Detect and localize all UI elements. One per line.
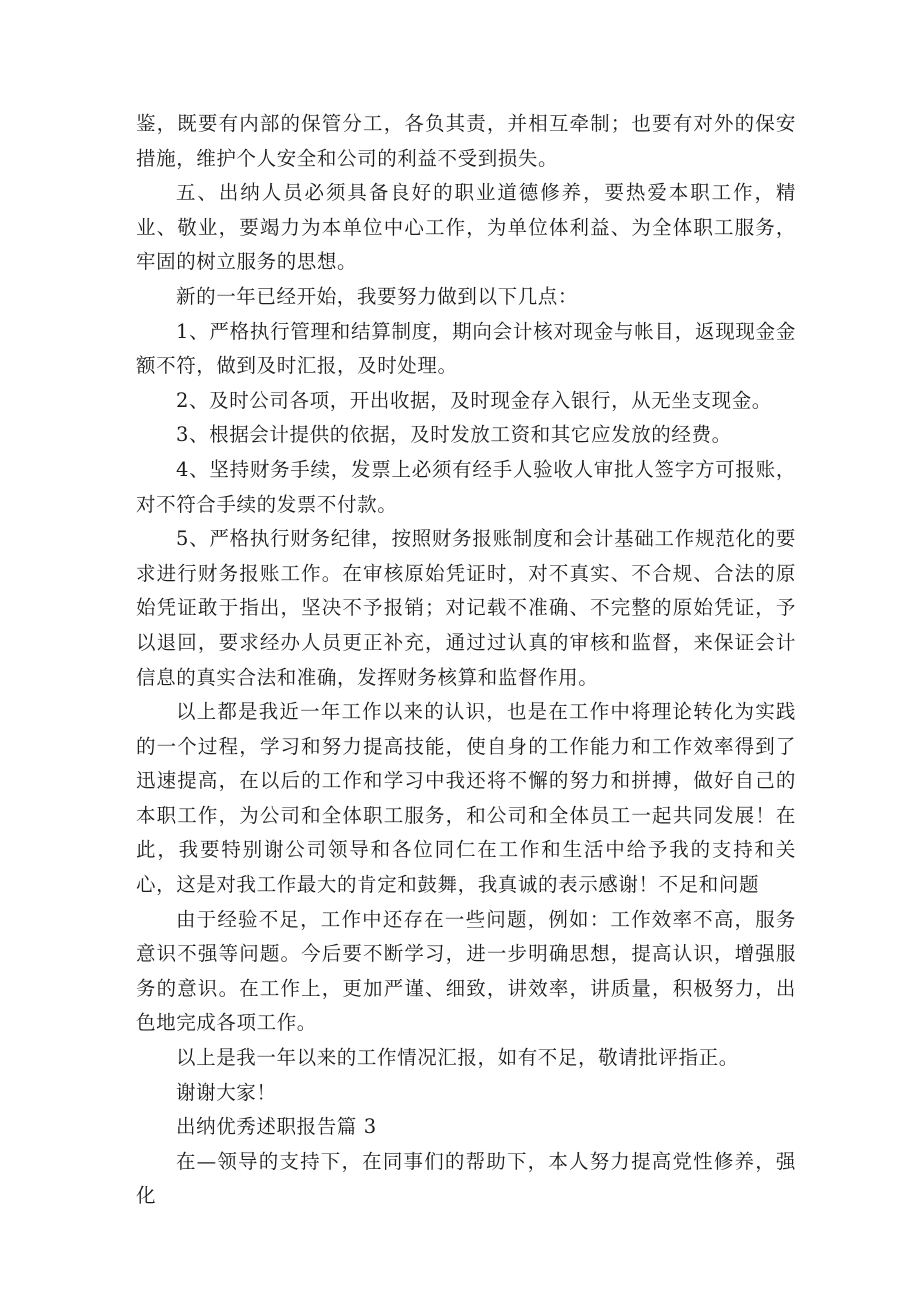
paragraph: 鉴，既要有内部的保管分工，各负其责，并相互牵制；也要有对外的保安措施，维护个人安全和公司的利益不受到损失。 — [136, 112, 796, 170]
list-item: 2、及时公司各项，开出收据，及时现金存入银行，从无坐支现金。 — [176, 388, 772, 412]
paragraph: 以上是我一年以来的工作情况汇报，如有不足，敬请批评指正。 — [176, 1046, 739, 1070]
list-item: 1、严格执行管理和结算制度，期向会计核对现金与帐目，返现现金金额不符，做到及时汇报，及时处理。 — [136, 319, 796, 378]
closing-line: 谢谢大家！ — [176, 1080, 277, 1104]
section-heading: 出纳优秀述职报告篇 3 — [176, 1115, 377, 1139]
list-item: 5、严格执行财务纪律，按照财务报账制度和会计基础工作规范化的要求进行财务报账工作。在审核原始凭证时，对不真实、不合规、合法的原始凭证敢于指出，坚决不予报销；对记载不准确、不完整的原始凭证，予以退回，要求经办人员更正补充，通过过认真的审核和监督，来保证会计信息的真实合法和准确，发挥财务核算和监督作用。 — [136, 527, 796, 689]
paragraph: 以上都是我近一年工作以来的认识，也是在工作中将理论转化为实践的一个过程，学习和努力提高技能，使自身的工作能力和工作效率得到了迅速提高，在以后的工作和学习中我还将不懈的努力和拼搏，做好自己的本职工作，为公司和全体职工服务，和公司和全体员工一起共同发展！在此，我要特别谢公司领导和各位同仁在工作和生活中给予我的支持和关心，这是对我工作最大的肯定和鼓舞，我真诚的表示感谢！不足和问题 — [136, 700, 796, 897]
paragraph: 五、出纳人员必须具备良好的职业道德修养，要热爱本职工作，精业、敬业，要竭力为本单位中心工作，为单位体利益、为全体职工服务，牢固的树立服务的思想。 — [136, 181, 796, 274]
paragraph: 由于经验不足，工作中还存在一些问题，例如：工作效率不高，服务意识不强等问题。今后要不断学习，进一步明确思想，提高认识，增强服务的意识。在工作上，更加严谨、细致，讲效率，讲质量，积极努力，出色地完成各项工作。 — [136, 907, 796, 1035]
list-item: 4、坚持财务手续，发票上必须有经手人验收人审批人签字方可报账，对不符合手续的发票不付款。 — [136, 457, 796, 516]
paragraph: 在—领导的支持下，在同事们的帮助下，本人努力提高党性修养，强化 — [136, 1149, 796, 1208]
list-item: 3、根据会计提供的依据，及时发放工资和其它应发放的经费。 — [176, 423, 732, 447]
document-body — [136, 107, 796, 1214]
paragraph: 新的一年已经开始，我要努力做到以下几点： — [176, 284, 579, 308]
